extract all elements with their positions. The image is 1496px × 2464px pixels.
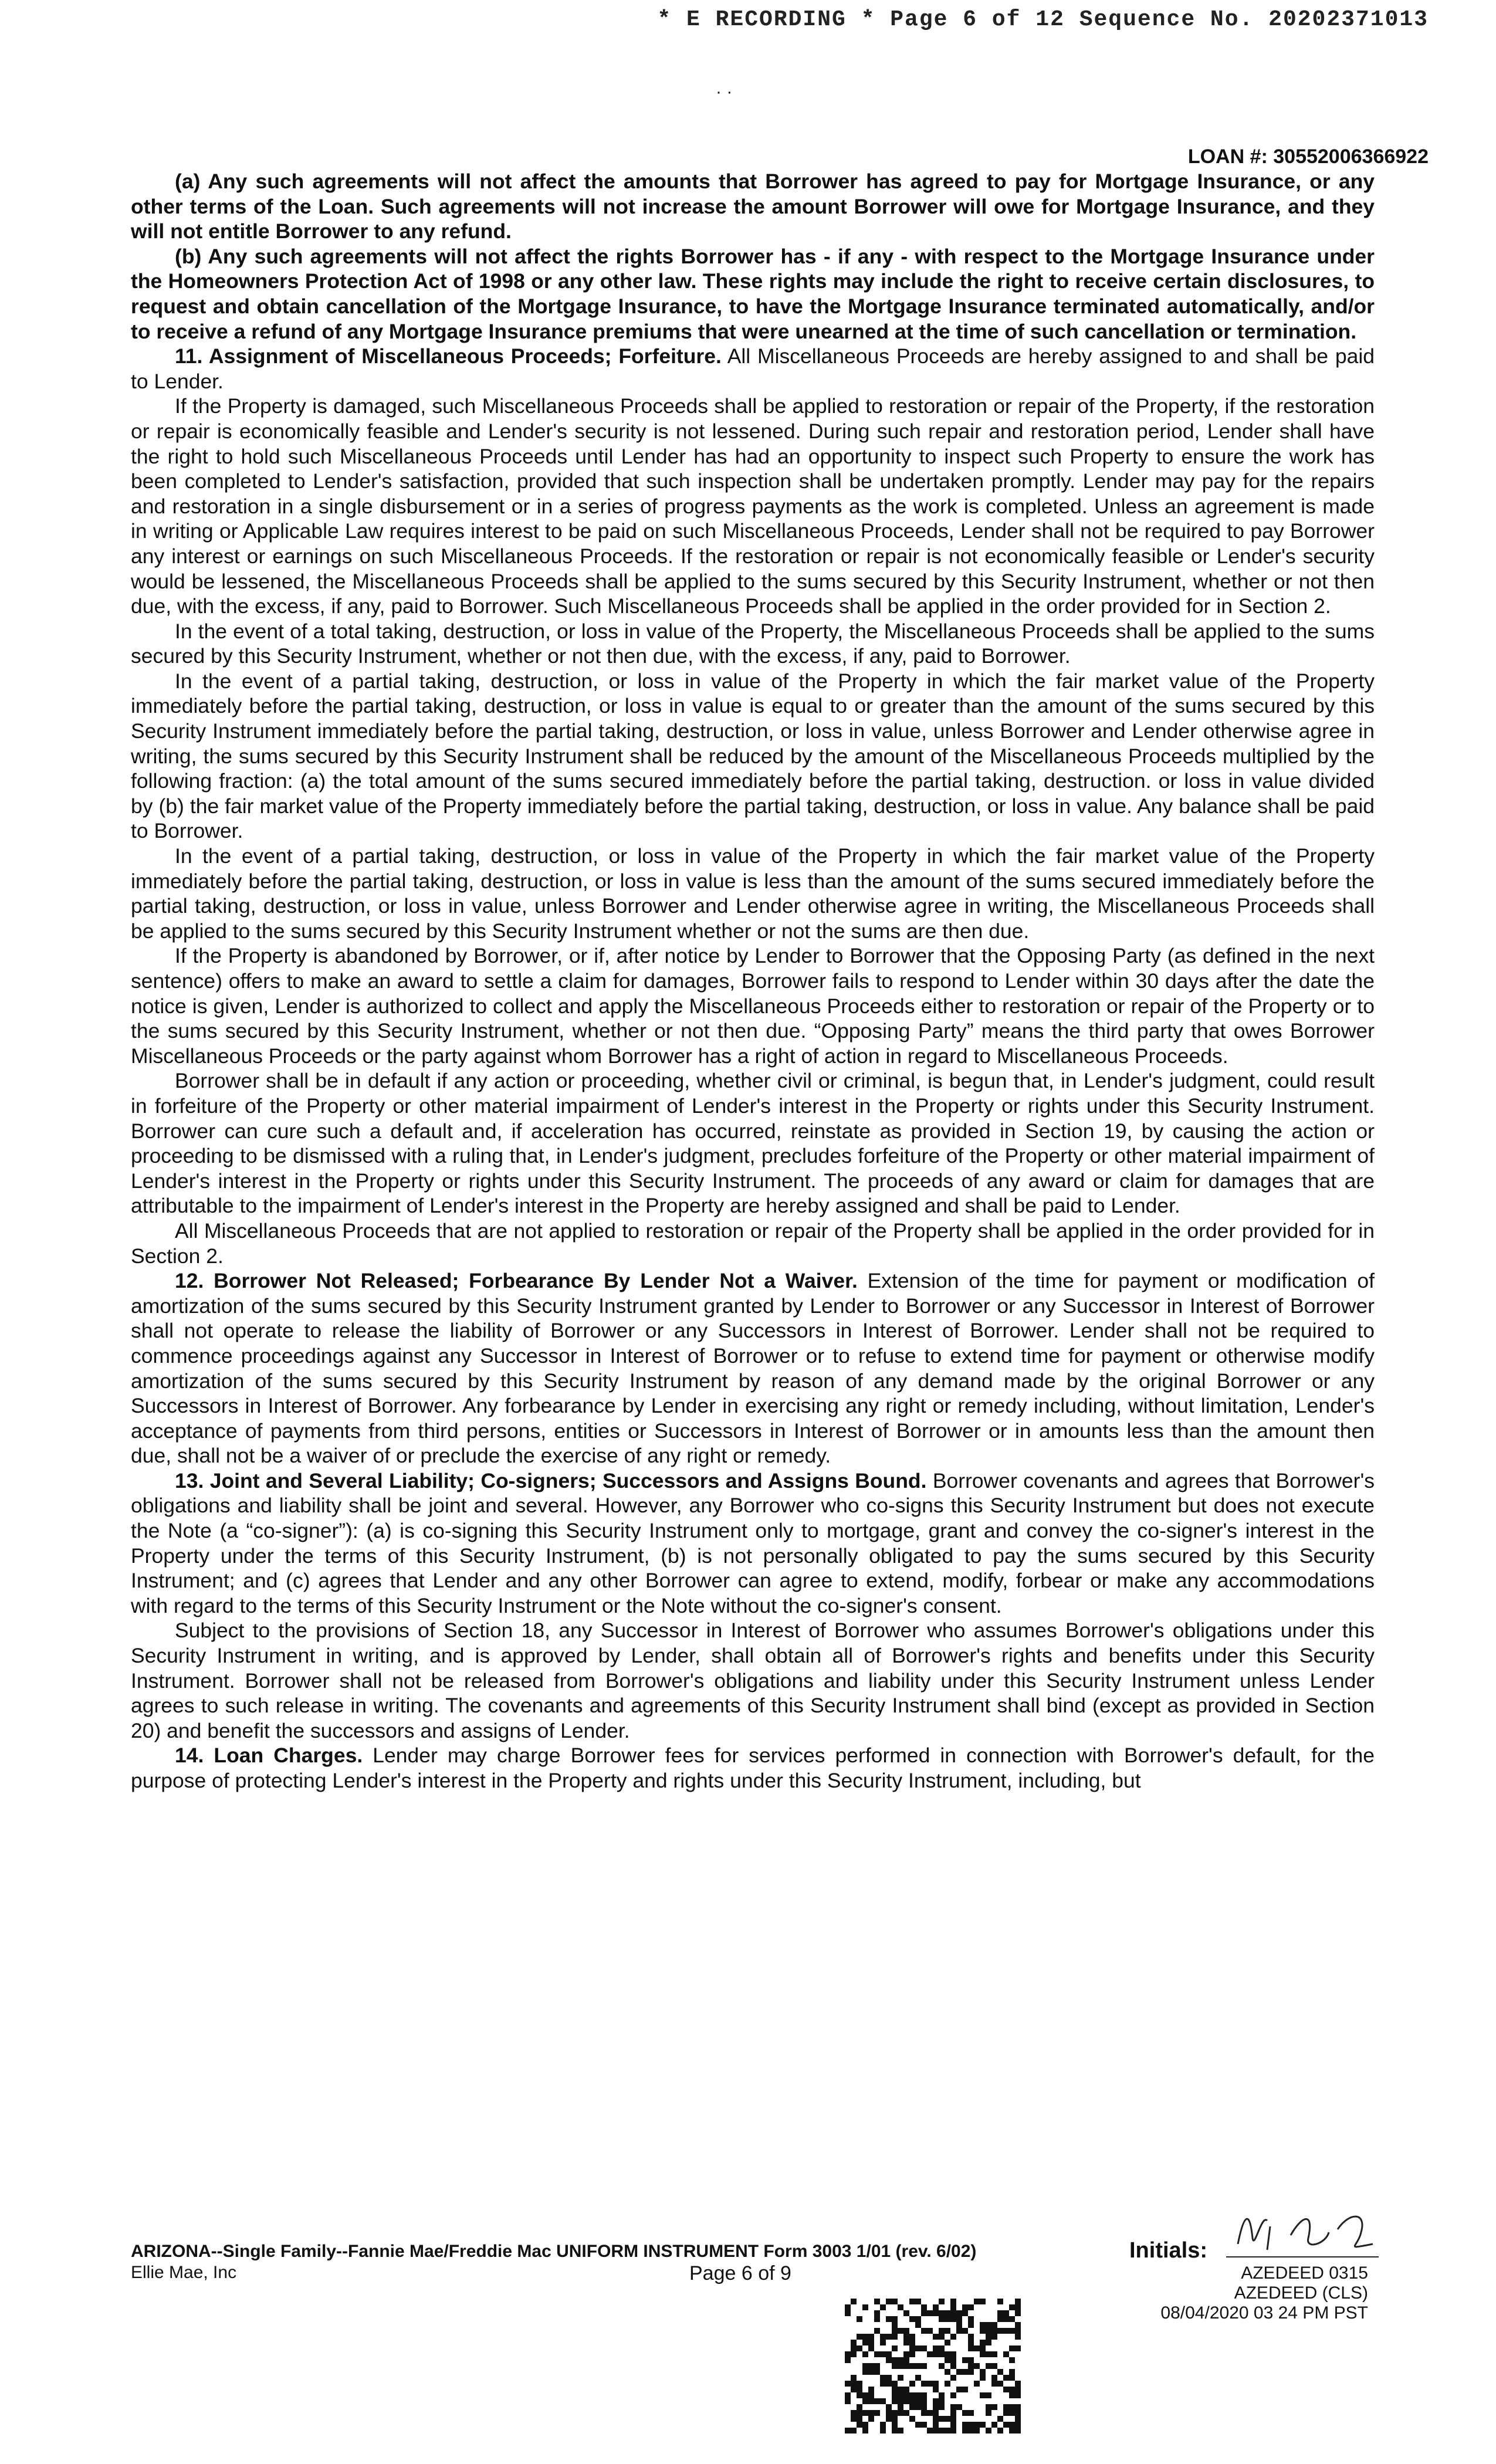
paragraph-text: Extension of the time for payment or modification of amortization of the sums secured by this Security Instrument granted by Lender to Borrower or any Successor in Interest of Borrower shall not operate to release the liability of Borrower or any Successors in Interest of Borrower. Lender shall not be required to commence proceedings against any Successor in Interest of Borrower or to refuse to extend time for payment or otherwise modify amortization of the sums secured by this Security Instrument by reason of any demand made by the original Borrower or any Successors in Interest of Borrower. Any forbearance by Lender in exercising any right or remedy including, without limitation, Lender's acceptance of payments from third persons, entities or Successors in Interest of Borrower or in amounts less than the amount then due, shall not be a waiver of or preclude the exercise of any right or remedy.	[131, 1269, 1375, 1468]
paragraph	[131, 1468, 1375, 1619]
paragraph-text: If the Property is abandoned by Borrower, or if, after notice by Lender to Borrower that the Opposing Party (as defined in the next sentence) offers to make an award to settle a claim for damages, Borrower fails to respond to Lender within 30 days after the date the notice is given, Lender is authorized to collect and apply the Miscellaneous Proceeds either to restoration or repair of the Property or to the sums secured by this Security Instrument, whether or not then due. “Opposing Party” means the third party that owes Borrower Miscellaneous Proceeds or the party against whom Borrower has a right of action in regard to Miscellaneous Proceeds.	[131, 944, 1375, 1068]
paragraph	[131, 169, 1375, 244]
form-title: ARIZONA--Single Family--Fannie Mae/Freddie Mac UNIFORM INSTRUMENT Form 3003 1/01 (rev. 6/02)	[131, 2242, 977, 2261]
paragraph	[131, 344, 1375, 394]
recording-header: * E RECORDING * Page 6 of 12 Sequence No. 20202371013	[657, 7, 1429, 32]
scan-specks: · ·	[716, 82, 733, 101]
section-heading: 13. Joint and Several Liability; Co-signers; Successors and Assigns Bound.	[175, 1468, 927, 1492]
paragraph	[131, 1743, 1375, 1793]
paragraph	[131, 1268, 1375, 1468]
paragraph	[131, 669, 1375, 844]
barcode-icon	[845, 2299, 1021, 2433]
footer-left	[131, 2241, 976, 2283]
paragraph-text: Subject to the provisions of Section 18, any Successor in Interest of Borrower who assumes Borrower's obligations under this Security Instrument in writing, and is approved by Lender, shall obtain all of Borrower's rights and benefits under this Security Instrument. Borrower shall not be released from Borrower's obligations and liability under this Security Instrument unless Lender agrees to such release in writing. The covenants and agreements of this Security Instrument shall bind (except as provided in Section 20) and benefit the successors and assigns of Lender.	[131, 1619, 1375, 1742]
paragraph	[131, 844, 1375, 943]
paragraph	[131, 943, 1375, 1068]
paragraph	[131, 1618, 1375, 1743]
initials-signature	[1226, 2203, 1379, 2262]
section-heading: 11. Assignment of Miscellaneous Proceeds; Forfeiture.	[175, 344, 722, 368]
paragraph-text: Borrower shall be in default if any action or proceeding, whether civil or criminal, is begun that, in Lender's judgment, could result in forfeiture of the Property or other material impairment of Lender's interest in the Property or rights under this Security Instrument. Borrower can cure such a default and, if acceleration has occurred, reinstate as provided in Section 19, by causing the action or proceeding to be dismissed with a ruling that, in Lender's judgment, precludes forfeiture of the Property or other material impairment of Lender's interest in the Property or rights under this Security Instrument. The proceeds of any award or claim for damages that are attributable to the impairment of Lender's interest in the Property are hereby assigned and shall be paid to Lender.	[131, 1069, 1375, 1218]
company-name: Ellie Mae, Inc	[131, 2263, 237, 2282]
paragraph	[131, 619, 1375, 669]
form-code: AZEDEED 0315	[1241, 2263, 1368, 2283]
form-code-cls: AZEDEED (CLS)	[1234, 2283, 1368, 2303]
paragraph-text: All Miscellaneous Proceeds are hereby assigned to and shall be paid to Lender.	[131, 344, 1375, 393]
document-codes	[1160, 2263, 1368, 2323]
section-heading: 14. Loan Charges.	[175, 1744, 363, 1768]
paragraph-text: (a) Any such agreements will not affect the amounts that Borrower has agreed to pay for Mortgage Insurance, or any other terms of the Loan. Such agreements will not increase the amount Borrower will owe for Mortgage Insurance, and they will not entitle Borrower to any refund.	[131, 170, 1375, 243]
paragraph-text: Borrower covenants and agrees that Borrower's obligations and liability shall be joint and several. However, any Borrower who co-signs this Security Instrument but does not execute the Note (a “co-signer”): (a) is co-signing this Security Instrument only to mortgage, grant and convey the co-signer's interest in the Property under the terms of this Security Instrument, (b) is not personally obligated to pay the sums secured by this Security Instrument; and (c) agrees that Lender and any other Borrower can agree to extend, modify, forbear or make any accommodations with regard to the terms of this Security Instrument or the Note without the co-signer's consent.	[131, 1468, 1375, 1617]
section-heading: 12. Borrower Not Released; Forbearance By Lender Not a Waiver.	[175, 1269, 858, 1293]
paragraph-text: (b) Any such agreements will not affect the rights Borrower has - if any - with respect to the Mortgage Insurance under the Homeowners Protection Act of 1998 or any other law. These rights may include the right to receive certain disclosures, to request and obtain cancellation of the Mortgage Insurance, to have the Mortgage Insurance terminated automatically, and/or to receive a refund of any Mortgage Insurance premiums that were unearned at the time of such cancellation or termination.	[131, 244, 1375, 343]
paragraph-text: All Miscellaneous Proceeds that are not applied to restoration or repair of the Property shall be applied in the order provided for in Section 2.	[131, 1219, 1375, 1268]
paragraph	[131, 1068, 1375, 1219]
paragraph-text: If the Property is damaged, such Miscellaneous Proceeds shall be applied to restoration or repair of the Property, if the restoration or repair is economically feasible and Lender's security is not lessened. During such repair and restoration period, Lender shall have the right to hold such Miscellaneous Proceeds until Lender has had an opportunity to inspect such Property to ensure the work has been completed to Lender's satisfaction, provided that such inspection shall be undertaken promptly. Lender may pay for the repairs and restoration in a single disbursement or in a series of progress payments as the work is completed. Unless an agreement is made in writing or Applicable Law requires interest to be paid on such Miscellaneous Proceeds, Lender shall not be required to pay Borrower any interest or earnings on such Miscellaneous Proceeds. If the restoration or repair is not economically feasible or Lender's security would be lessened, the Miscellaneous Proceeds shall be applied to the sums secured by this Security Instrument, whether or not then due, with the excess, if any, paid to Borrower. Such Miscellaneous Proceeds shall be applied in the order provided for in Section 2.	[131, 394, 1375, 618]
document-body	[131, 169, 1375, 1793]
page-number: Page 6 of 9	[689, 2262, 791, 2284]
paragraph	[131, 394, 1375, 618]
print-timestamp: 08/04/2020 03 24 PM PST	[1160, 2303, 1368, 2323]
initials-label: Initials:	[1129, 2238, 1208, 2263]
paragraph-text: In the event of a partial taking, destruction, or loss in value of the Property in which the fair market value of the Property immediately before the partial taking, destruction, or loss in value is less than the amount of the sums secured immediately before the partial taking, destruction, or loss in value, unless Borrower and Lender otherwise agree in writing, the Miscellaneous Proceeds shall be applied to the sums secured by this Security Instrument whether or not the sums are then due.	[131, 844, 1375, 943]
paragraph	[131, 244, 1375, 344]
paragraph-text: Lender may charge Borrower fees for services performed in connection with Borrower's default, for the purpose of protecting Lender's interest in the Property and rights under this Security Instrument, including, but	[131, 1744, 1375, 1792]
paragraph-text: In the event of a total taking, destruction, or loss in value of the Property, the Miscellaneous Proceeds shall be applied to the sums secured by this Security Instrument, whether or not then due, with the excess, if any, paid to Borrower.	[131, 619, 1375, 668]
paragraph-text: In the event of a partial taking, destruction, or loss in value of the Property in which the fair market value of the Property immediately before the partial taking, destruction, or loss in value is equal to or greater than the amount of the sums secured by this Security Instrument immediately before the partial taking, destruction, or loss in value, unless Borrower and Lender otherwise agree in writing, the sums secured by this Security Instrument shall be reduced by the amount of the Miscellaneous Proceeds multiplied by the following fraction: (a) the total amount of the sums secured immediately before the partial taking, destruction. or loss in value divided by (b) the fair market value of the Property immediately before the partial taking, destruction, or loss in value. Any balance shall be paid to Borrower.	[131, 669, 1375, 843]
loan-number: LOAN #: 30552006366922	[1187, 145, 1429, 168]
paragraph	[131, 1219, 1375, 1268]
